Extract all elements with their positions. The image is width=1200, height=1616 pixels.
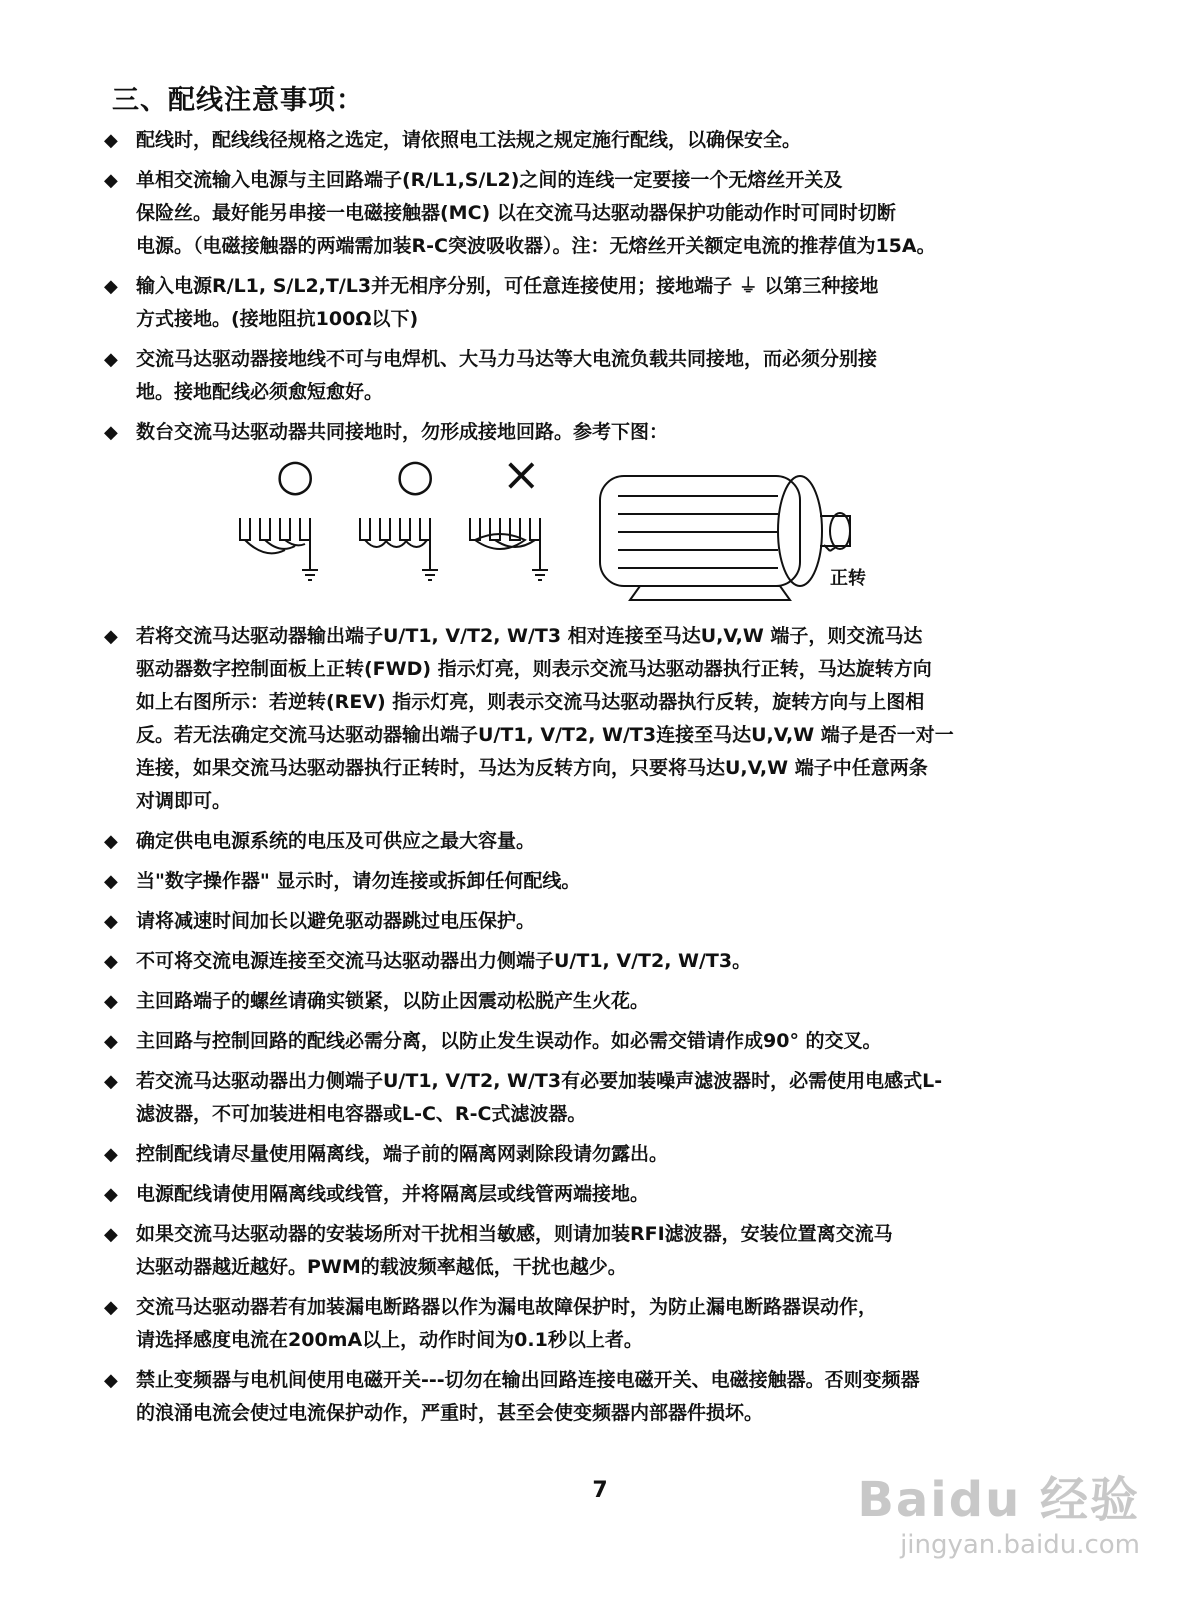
bullet-line: 交流马达驱动器若有加装漏电断路器以作为漏电故障保护时，为防止漏电断路器误动作，	[136, 1296, 878, 1318]
bullet-line: 输入电源R/L1, S/L2,T/L3并无相序分别，可任意连接使用；接地端子 ⏚ 以第三种接地	[136, 275, 879, 297]
bullet-diamond-icon: ◆	[104, 871, 118, 892]
bullet-line: 单相交流输入电源与主回路端子(R/L1,S/L2)之间的连线一定要接一个无熔丝开关及	[136, 169, 843, 191]
bullet-line: 滤波器，不可加装进相电容器或L-C、R-C式滤波器。	[136, 1103, 587, 1125]
bullet-diamond-icon: ◆	[104, 130, 118, 151]
bullet-item	[100, 1218, 1100, 1284]
grounding-figure	[100, 456, 1100, 606]
motor-drawing	[600, 476, 850, 600]
bullet-line: 达驱动器越近越好。PWM的载波频率越低，干扰也越少。	[136, 1256, 627, 1278]
bullet-item	[100, 945, 1100, 978]
bullet-line: 的浪涌电流会使过电流保护动作，严重时，甚至会使变频器内部器件损坏。	[136, 1402, 764, 1424]
correct-symbol-1: ○	[276, 456, 315, 501]
bullet-line: 主回路与控制回路的配线必需分离，以防止发生误动作。如必需交错请作成90° 的交叉。	[136, 1030, 882, 1052]
bullet-list	[100, 124, 1100, 1437]
bullet-item	[100, 1065, 1100, 1131]
bullet-line: 请将减速时间加长以避免驱动器跳过电压保护。	[136, 910, 536, 932]
bullet-line: 保险丝。最好能另串接一电磁接触器(MC) 以在交流马达驱动器保护功能动作时可同时切断	[136, 202, 896, 224]
bullet-line: 不可将交流电源连接至交流马达驱动器出力侧端子U/T1, V/T2, W/T3。	[136, 950, 752, 972]
bullet-line: 反。若无法确定交流马达驱动器输出端子U/T1, V/T2, W/T3连接至马达U,V,W 端子是否一对一	[136, 724, 954, 746]
bullet-diamond-icon: ◆	[104, 349, 118, 370]
bullet-item	[100, 1178, 1100, 1211]
bullet-diamond-icon: ◆	[104, 1031, 118, 1052]
wrong-symbol: ×	[502, 456, 541, 501]
bullet-line: 若将交流马达驱动器输出端子U/T1, V/T2, W/T3 相对连接至马达U,V,W 端子，则交流马达	[136, 625, 923, 647]
bullet-line: 禁止变频器与电机间使用电磁开关---切勿在输出回路连接电磁开关、电磁接触器。否则变频器	[136, 1369, 920, 1391]
bullet-item	[100, 1025, 1100, 1058]
bullet-line: 连接，如果交流马达驱动器执行正转时，马达为反转方向，只要将马达U,V,W 端子中任意两条	[136, 757, 928, 779]
bullet-line: 地。接地配线必须愈短愈好。	[136, 381, 384, 403]
bullet-item	[100, 124, 1100, 157]
bullet-diamond-icon: ◆	[104, 276, 118, 297]
bullet-line: 当"数字操作器" 显示时，请勿连接或拆卸任何配线。	[136, 870, 581, 892]
motor-direction-label: 正转	[830, 568, 866, 589]
bullet-line: 电源。（电磁接触器的两端需加装R-C突波吸收器）。注：无熔丝开关额定电流的推荐值为15A。	[136, 235, 936, 257]
bullet-diamond-icon: ◆	[104, 1224, 118, 1245]
bullet-item	[100, 620, 1100, 818]
bullet-item	[100, 865, 1100, 898]
bullet-diamond-icon: ◆	[104, 422, 118, 443]
bullet-line: 数台交流马达驱动器共同接地时，勿形成接地回路。参考下图：	[136, 421, 669, 443]
bullet-diamond-icon: ◆	[104, 1071, 118, 1092]
bullet-diamond-icon: ◆	[104, 911, 118, 932]
bullet-diamond-icon: ◆	[104, 1184, 118, 1205]
bullet-line: 方式接地。(接地阻抗100Ω以下)	[136, 308, 419, 330]
bullet-line: 控制配线请尽量使用隔离线，端子前的隔离网剥除段请勿露出。	[136, 1143, 669, 1165]
bullet-line: 电源配线请使用隔离线或线管，并将隔离层或线管两端接地。	[136, 1183, 650, 1205]
correct-symbol-2: ○	[396, 456, 435, 501]
bullet-line: 确定供电电源系统的电压及可供应之最大容量。	[136, 830, 536, 852]
bullet-item	[100, 825, 1100, 858]
bullet-line: 驱动器数字控制面板上正转(FWD) 指示灯亮，则表示交流马达驱动器执行正转，马达旋转方向	[136, 658, 932, 680]
bullet-diamond-icon: ◆	[104, 991, 118, 1012]
grounding-diagram	[220, 456, 940, 606]
bullet-diamond-icon: ◆	[104, 831, 118, 852]
bullet-line: 交流马达驱动器接地线不可与电焊机、大马力马达等大电流负载共同接地，而必须分别接	[136, 348, 878, 370]
bullet-item	[100, 1291, 1100, 1357]
bullet-item	[100, 985, 1100, 1018]
bullet-diamond-icon: ◆	[104, 951, 118, 972]
page-number: 7	[592, 1478, 608, 1503]
bullet-item	[100, 416, 1100, 449]
bullet-item	[100, 1138, 1100, 1171]
watermark-brand: Baidu 经验	[857, 1472, 1140, 1528]
bullet-item	[100, 270, 1100, 336]
bullet-diamond-icon: ◆	[104, 1370, 118, 1391]
bullet-line: 如果交流马达驱动器的安装场所对干扰相当敏感，则请加装RFI滤波器，安装位置离交流马	[136, 1223, 893, 1245]
watermark	[857, 1461, 1140, 1560]
bullet-item	[100, 1364, 1100, 1430]
bullet-line: 主回路端子的螺丝请确实锁紧，以防止因震动松脱产生火花。	[136, 990, 650, 1012]
bullet-line: 如上右图所示：若逆转(REV) 指示灯亮，则表示交流马达驱动器执行反转，旋转方向与上图相	[136, 691, 925, 713]
bullet-item	[100, 905, 1100, 938]
bullet-line: 若交流马达驱动器出力侧端子U/T1, V/T2, W/T3有必要加装噪声滤波器时，必需使用电感式L-	[136, 1070, 943, 1092]
bullet-diamond-icon: ◆	[104, 626, 118, 647]
section-title: 三、配线注意事项：	[112, 85, 364, 116]
bullet-diamond-icon: ◆	[104, 1297, 118, 1318]
bullet-item	[100, 343, 1100, 409]
bullet-diamond-icon: ◆	[104, 170, 118, 191]
bullet-line: 对调即可。	[136, 790, 232, 812]
watermark-url: jingyan.baidu.com	[900, 1530, 1140, 1560]
bullet-line: 配线时，配线线径规格之选定，请依照电工法规之规定施行配线，以确保安全。	[136, 129, 802, 151]
bullet-item	[100, 164, 1100, 263]
bullet-diamond-icon: ◆	[104, 1144, 118, 1165]
bullet-line: 请选择感度电流在200mA以上，动作时间为0.1秒以上者。	[136, 1329, 643, 1351]
